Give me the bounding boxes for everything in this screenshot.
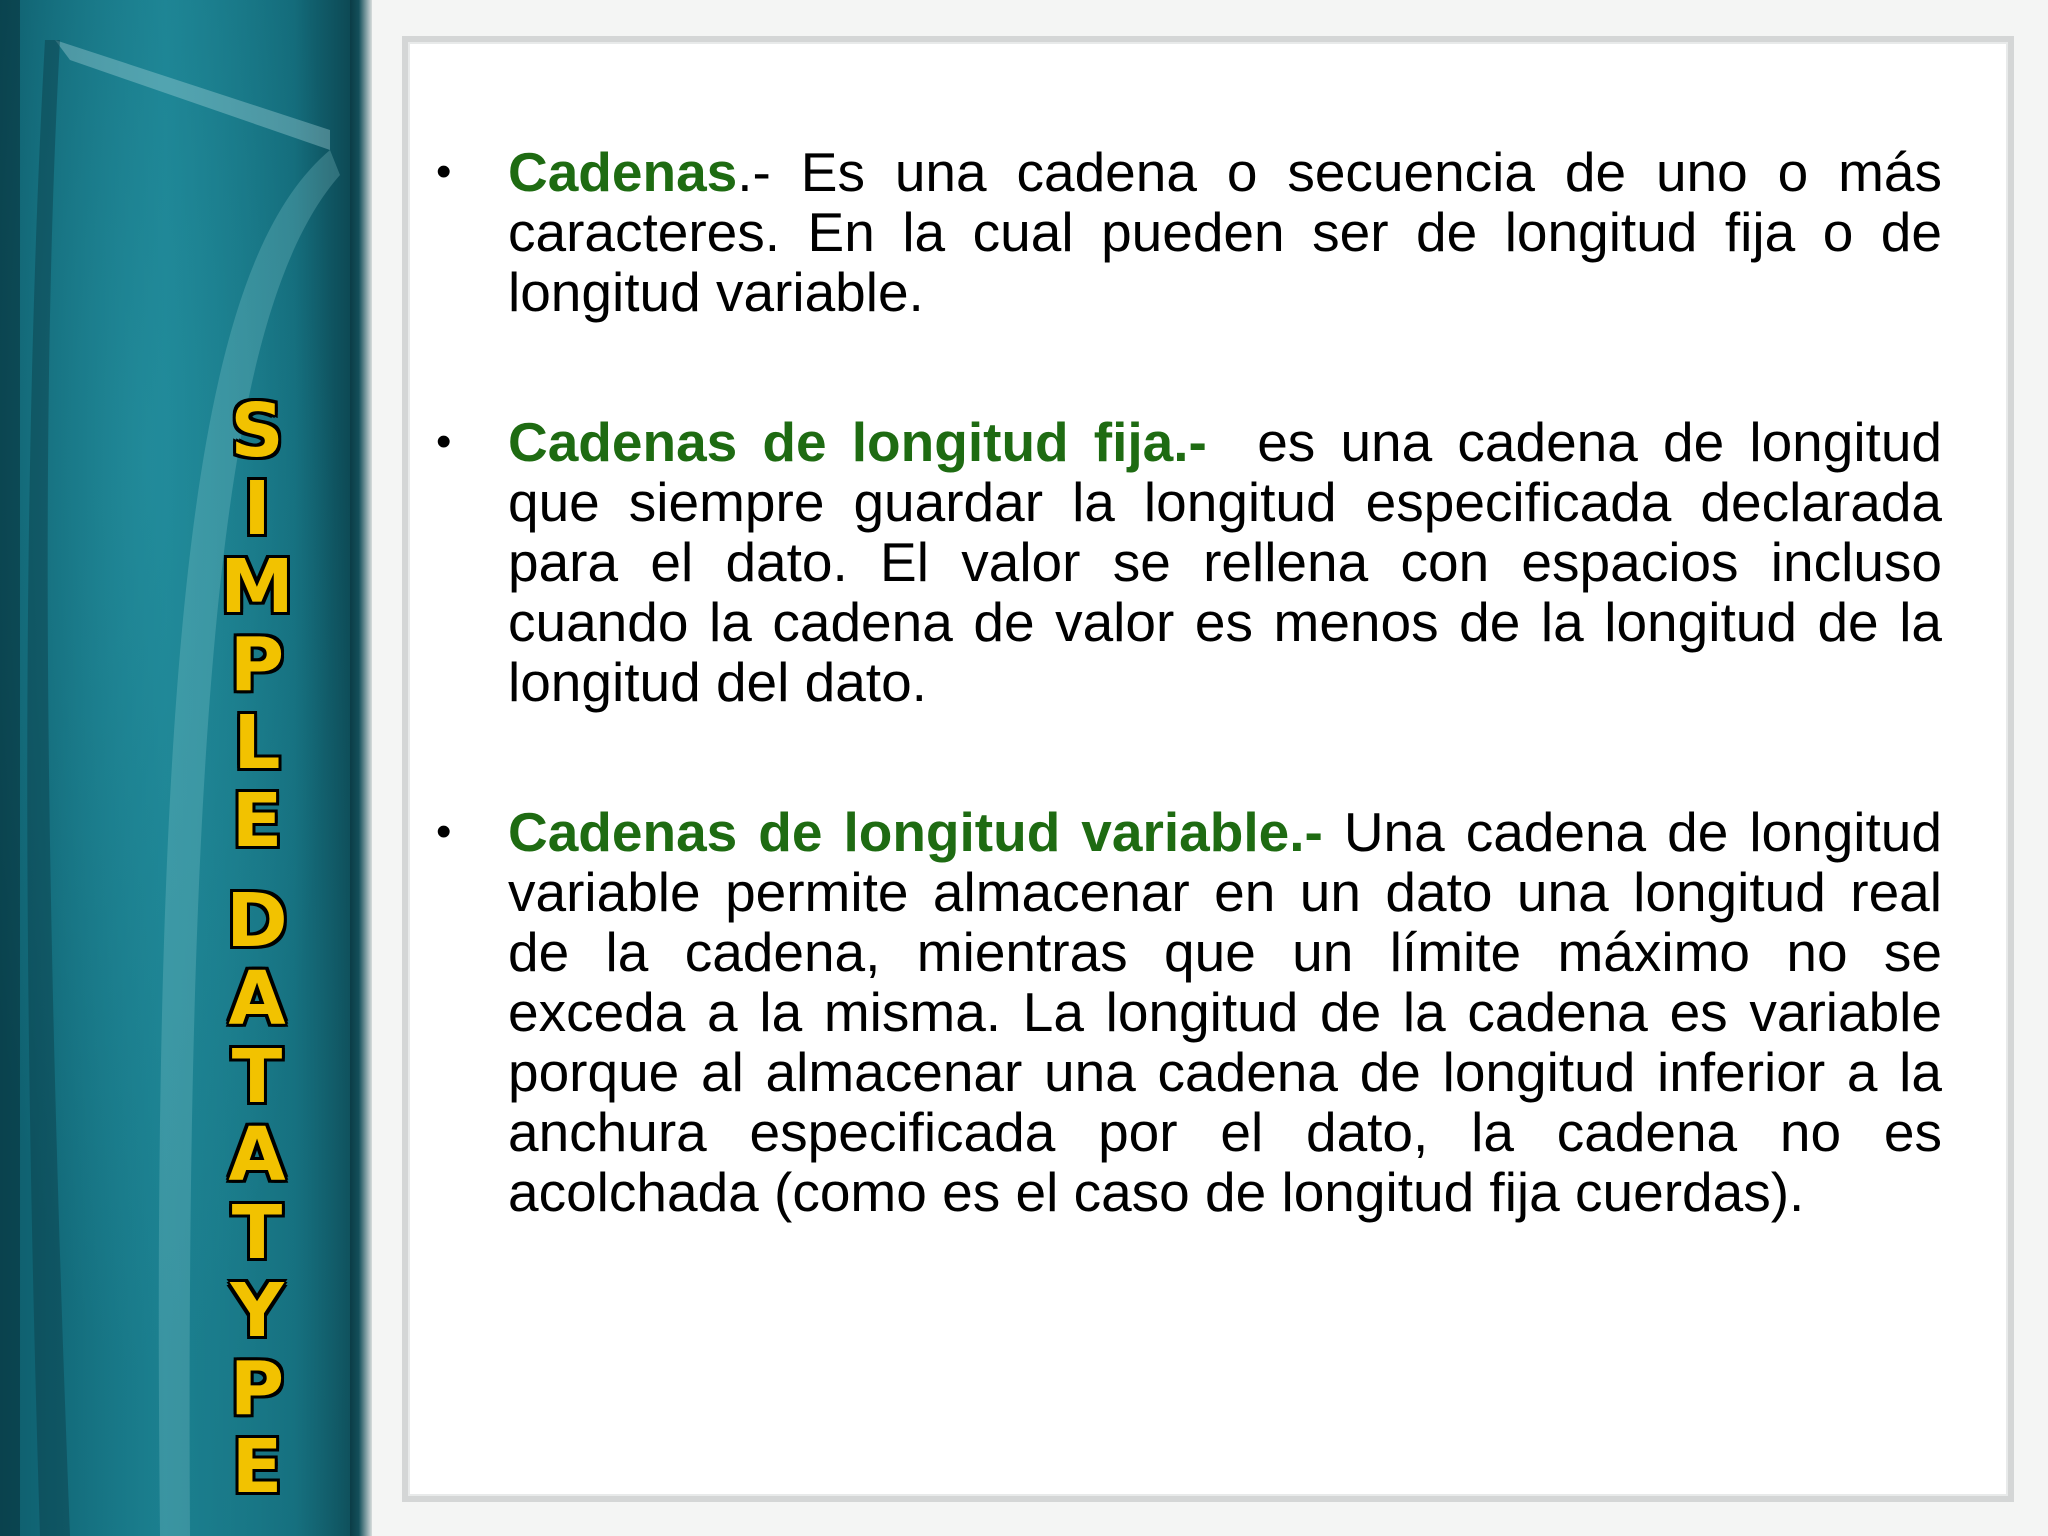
side-title-letter: T	[231, 1190, 283, 1276]
bullet-separator	[1207, 411, 1257, 473]
bullet-term: Cadenas de longitud variable.-	[508, 801, 1323, 863]
panel-divider	[350, 0, 372, 1536]
side-title-letter: Y	[230, 1268, 284, 1354]
bullet-cadenas-longitud-fija	[432, 412, 1942, 712]
bullet-cadenas-longitud-variable	[432, 802, 1942, 1222]
side-title-letter: S	[230, 388, 284, 474]
side-title-letter: A	[228, 1112, 286, 1198]
bullet-separator: .-	[737, 141, 801, 203]
bullet-list	[432, 142, 1942, 1222]
side-title-letter: E	[231, 778, 283, 864]
bullet-cadenas	[432, 142, 1942, 322]
side-title-letter: L	[233, 700, 281, 786]
decorative-side-panel	[0, 0, 368, 1536]
bullet-text: es una cadena de longitud que siempre guardar la longitud especificada declarada para el dato. El valor se rellena con espacios incluso cuando la cadena de valor es menos de la longitud de la longitud del dato.	[508, 411, 1943, 713]
side-title-datatype	[212, 878, 302, 1510]
bullet-separator	[1323, 801, 1344, 863]
side-title-letter: P	[229, 622, 285, 708]
side-title-letter: I	[243, 466, 271, 552]
side-title-letter: E	[231, 1424, 283, 1510]
side-title-letter: A	[228, 956, 286, 1042]
bullet-term: Cadenas	[508, 141, 738, 203]
bullet-marker: •	[436, 807, 452, 856]
bullet-term: Cadenas de longitud fija.-	[508, 411, 1207, 473]
bullet-text: Es una cadena o secuencia de uno o más caracteres. En la cual pueden ser de longitud fija o de longitud variable.	[508, 141, 1942, 323]
bullet-marker: •	[436, 417, 452, 466]
bullet-marker: •	[436, 147, 452, 196]
side-title-letter: T	[231, 1034, 283, 1120]
side-title-letter: M	[220, 544, 294, 630]
side-title-letter: P	[229, 1346, 285, 1432]
bullet-text: Una cadena de longitud variable permite almacenar en un dato una longitud real de la cadena, mientras que un límite máximo no se exceda a la misma. La longitud de la cadena es variable porque al almacenar una cadena de longitud inferior a la anchura especificada por el dato, la cadena no es acolchada (como es el caso de longitud fija cuerdas).	[508, 801, 1942, 1223]
panel-swoosh-graphic	[0, 0, 368, 1536]
side-title-letter: D	[226, 878, 288, 964]
side-title-simple	[212, 388, 302, 864]
